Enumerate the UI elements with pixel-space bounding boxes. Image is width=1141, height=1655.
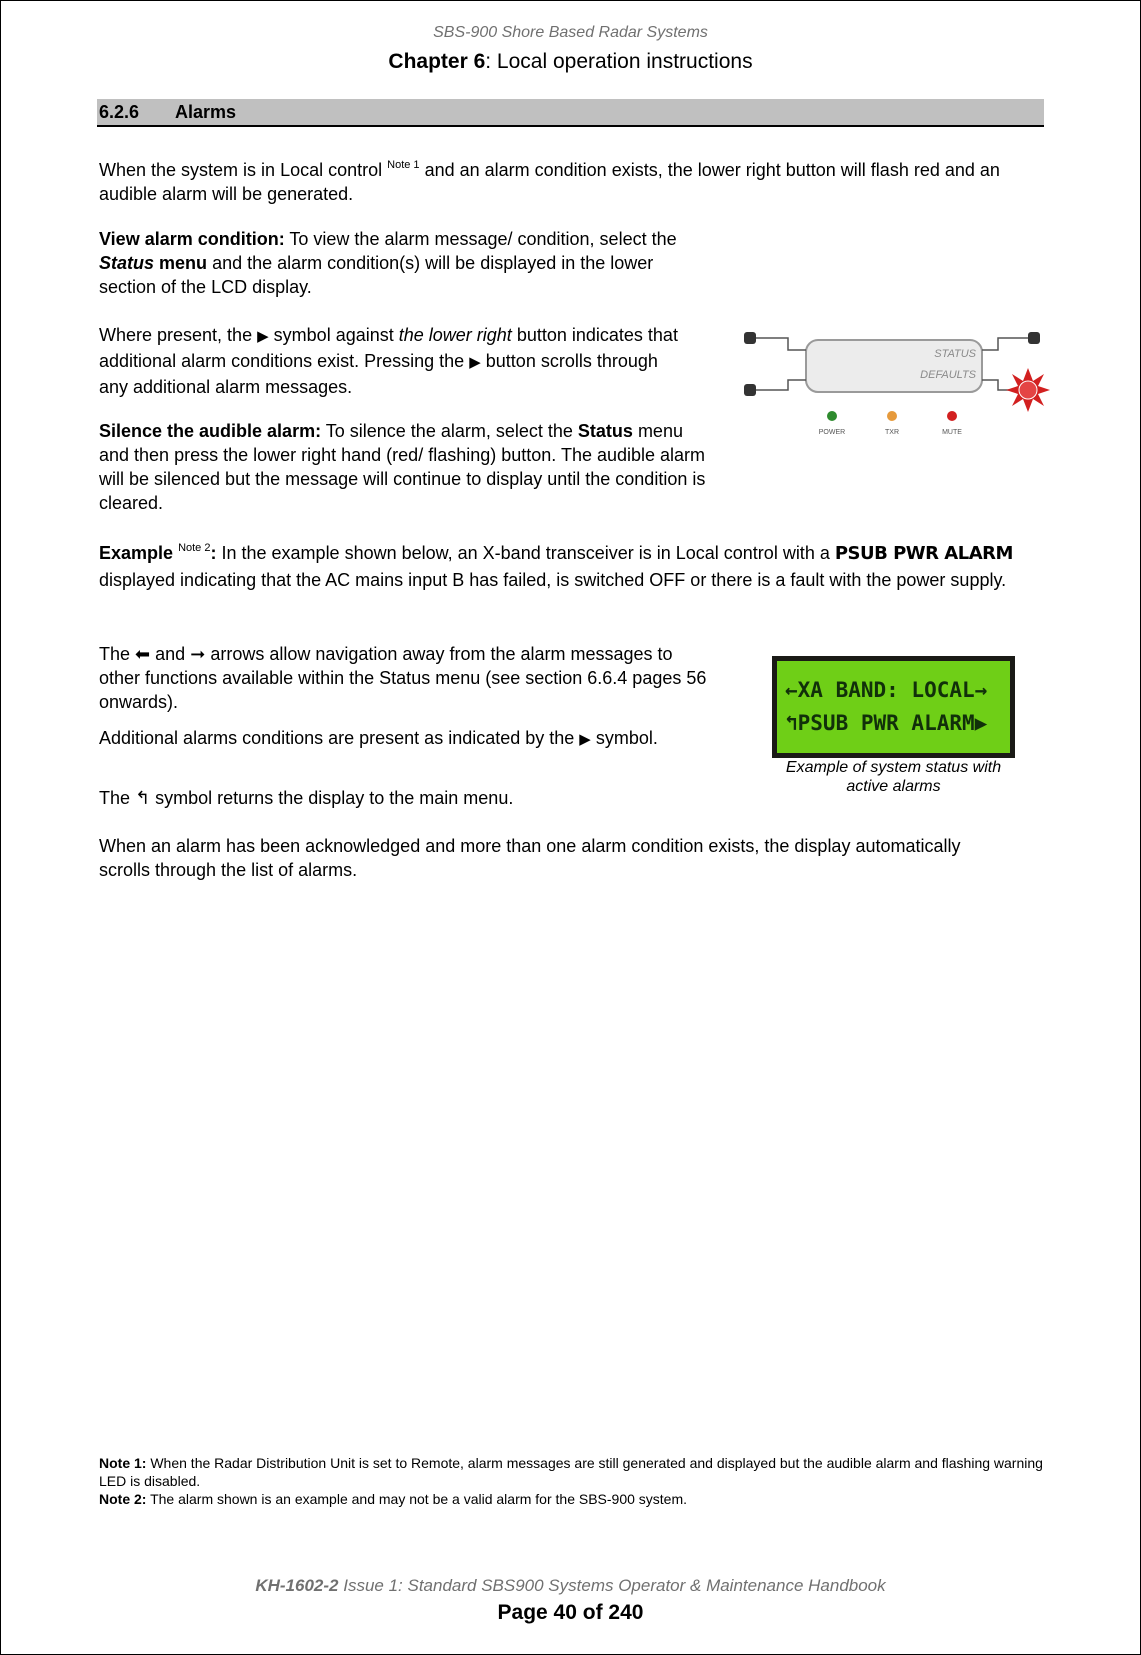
- arrows-text-2: arrows allow navigation away from the alarm messages to other functions available within the Status menu (see section 6.6.4 pages 56 onwards).: [99, 644, 707, 712]
- document-title-header: SBS-900 Shore Based Radar Systems: [433, 24, 708, 41]
- section-title: Alarms: [175, 102, 237, 122]
- mute-led-label: MUTE: [942, 429, 962, 436]
- note-1: [99, 1454, 1059, 1490]
- return-arrow-icon: ↰: [135, 788, 151, 808]
- example-colon: :: [210, 543, 217, 563]
- right-arrow-icon: ➞: [190, 644, 206, 664]
- note-1-reference: Note 1: [387, 159, 420, 171]
- page-number: Page 40 of 240: [497, 1601, 644, 1624]
- view-alarm-text-2: and the alarm condition(s) will be displayed in the lower section of the LCD display.: [99, 253, 654, 297]
- silence-text-2: menu and then press the lower right hand (red/ flashing) button. The audible alarm will be silenced but the message will continue to display until the condition is cleared.: [99, 421, 706, 513]
- bottom-left-button: [744, 384, 756, 396]
- acknowledged-paragraph: When an alarm has been acknowledged and more than one alarm condition exists, the display automatically scrolls through the list of alarms.: [99, 836, 961, 880]
- control-panel-figure: [740, 322, 1060, 444]
- chapter-label: Chapter 6: [388, 50, 486, 73]
- chapter-title: : Local operation instructions: [485, 50, 753, 73]
- alarm-code: PSUB PWR ALARM: [834, 543, 1013, 564]
- where-present-text-4: button scrolls through any additional alarm messages.: [99, 351, 658, 397]
- where-present-text-1: Where present, the: [99, 325, 253, 345]
- chapter-header: [0, 50, 1141, 74]
- left-arrow-icon: ⬅: [135, 644, 151, 664]
- lcd-line-1: ←XA BAND: LOCAL→: [785, 678, 988, 702]
- intro-text-2: and an alarm condition exists, the lower right button will flash red and an audible alarm will be generated.: [99, 160, 1000, 204]
- right-triangle-icon: ▶: [579, 731, 591, 748]
- return-text-2: symbol returns the display to the main menu.: [155, 788, 514, 808]
- view-alarm-heading: View alarm condition:: [99, 229, 285, 249]
- status-menu-term: Status: [99, 253, 155, 273]
- lcd-status-label: STATUS: [934, 348, 976, 360]
- lcd-figure-caption: Example of system status with active alarms: [785, 759, 1002, 795]
- note-1-label: Note 1:: [99, 1455, 147, 1471]
- example-heading: Example: [99, 543, 174, 563]
- silence-alarm-paragraph: [99, 419, 709, 515]
- section-heading-bar: [97, 99, 1044, 127]
- power-led-label: POWER: [818, 429, 846, 436]
- footnotes: [99, 1454, 1059, 1508]
- view-alarm-text-1: To view the alarm message/ condition, select the: [289, 229, 677, 249]
- power-led: [827, 411, 837, 421]
- footer-document-reference: [0, 1576, 1141, 1596]
- note-2-label: Note 2:: [99, 1491, 147, 1507]
- additional-text: Additional alarms conditions are present as indicated by the: [99, 728, 575, 748]
- return-symbol-paragraph: [99, 786, 699, 810]
- note-2: [99, 1490, 1059, 1508]
- silence-text-1: To silence the alarm, select the: [325, 421, 573, 441]
- lcd-screen: [777, 661, 1010, 753]
- document-code: KH-1602-2: [255, 1576, 339, 1595]
- flashing-alarm-button: [1006, 368, 1050, 412]
- arrows-text-1: The: [99, 644, 131, 664]
- note-2-text: The alarm shown is an example and may not be a valid alarm for the SBS-900 system.: [150, 1491, 688, 1507]
- where-present-text-2: symbol against: [273, 325, 394, 345]
- intro-paragraph: [99, 158, 1049, 206]
- additional-alarms-paragraph: [99, 726, 699, 752]
- view-alarm-paragraph: [99, 227, 689, 299]
- lcd-line-2: ↰PSUB PWR ALARM▶: [785, 711, 988, 735]
- document-description: Issue 1: Standard SBS900 Systems Operator & Maintenance Handbook: [343, 1576, 886, 1595]
- note-1-text: When the Radar Distribution Unit is set to Remote, alarm messages are still generated and displayed but the audible alarm and flashing warning LED is disabled.: [99, 1455, 1043, 1489]
- example-text-1: In the example shown below, an X-band transceiver is in Local control with a: [221, 543, 830, 563]
- arrows-paragraph: [99, 642, 709, 714]
- status-term: Status: [577, 421, 633, 441]
- top-right-button: [1028, 332, 1040, 344]
- mute-led: [947, 411, 957, 421]
- example-paragraph: [99, 540, 1049, 594]
- lcd-example-figure: [772, 656, 1015, 758]
- tx-led-label: TXR: [885, 429, 899, 436]
- additional-text-2: symbol.: [595, 728, 658, 748]
- lcd-defaults-label: DEFAULTS: [920, 369, 976, 381]
- silence-alarm-heading: Silence the audible alarm:: [99, 421, 322, 441]
- arrows-and: and: [155, 644, 186, 664]
- where-present-text-3: button indicates that additional alarm conditions exist. Pressing the: [99, 325, 678, 371]
- note-2-reference: Note 2: [178, 542, 211, 554]
- section-number: 6.2.6: [99, 102, 140, 122]
- menu-term: menu: [159, 253, 208, 273]
- intro-text-1: When the system is in Local control: [99, 160, 383, 180]
- return-text-1: The: [99, 788, 131, 808]
- right-triangle-icon: ▶: [257, 328, 269, 345]
- lower-right-emphasis: the lower right: [398, 325, 512, 345]
- where-present-paragraph: [99, 323, 679, 399]
- top-left-button: [744, 332, 756, 344]
- tx-led: [887, 411, 897, 421]
- right-triangle-icon: ▶: [469, 354, 481, 371]
- example-text-2: displayed indicating that the AC mains input B has failed, is switched OFF or there is a fault with the power supply.: [99, 570, 1007, 590]
